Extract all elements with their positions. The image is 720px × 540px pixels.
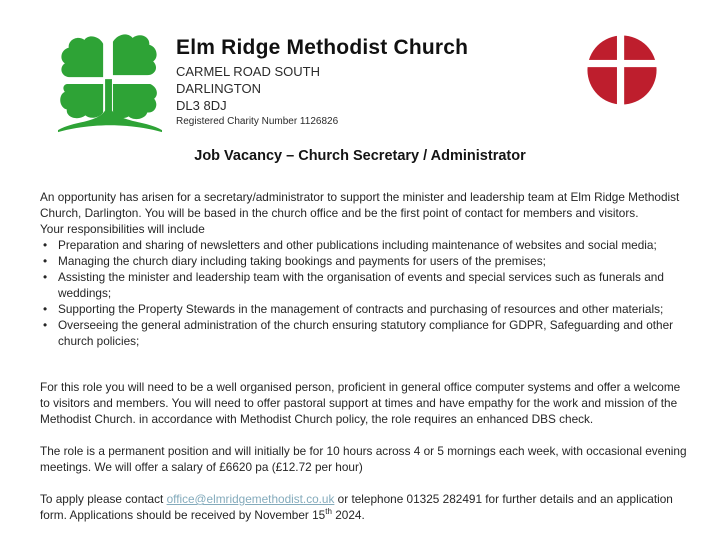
list-item: • Managing the church diary including taking bookings and payments for users of the premises; bbox=[40, 253, 692, 269]
ordinal-suffix: th bbox=[325, 507, 332, 517]
apply-text-after-ordinal: 2024. bbox=[331, 508, 365, 522]
apply-text-after-link: or telephone 01325 282491 for further details and an application form. Applications should be received by November 15 bbox=[40, 492, 673, 522]
intro-paragraph: An opportunity has arisen for a secretary/administrator to support the minister and leadership team at Elm Ridge Methodist Church, Darlington. You will be based in the church office and be the first point of contact for members and visitors. bbox=[40, 190, 680, 220]
address-line-town: DARLINGTON bbox=[176, 81, 261, 96]
church-info-block bbox=[176, 30, 586, 127]
address-line-street: CARMEL ROAD SOUTH bbox=[176, 64, 320, 79]
terms-paragraph: The role is a permanent position and will initially be for 10 hours across 4 or 5 mornings each week, with occasional evening meetings. We will offer a salary of £6620 pa (£12.72 per hour) bbox=[40, 444, 687, 474]
letterhead bbox=[0, 0, 720, 136]
list-item: • Supporting the Property Stewards in the management of contracts and purchasing of resources and other materials; bbox=[40, 301, 692, 317]
list-item: • Preparation and sharing of newsletters and other publications including maintenance of websites and social media; bbox=[40, 237, 692, 253]
person-spec-paragraph: For this role you will need to be a well organised person, proficient in general office computer systems and offer a welcome to visitors and members. You will need to offer pastoral support at times and have empathy for the work and mission of the Methodist Church. in accordance with Methodist Church policy, the role requires an enhanced DBS check. bbox=[40, 380, 681, 426]
list-item: • Overseeing the general administration of the church ensuring statutory compliance for GDPR, Safeguarding and other church policies; bbox=[40, 317, 692, 349]
elm-tree-logo bbox=[56, 30, 164, 136]
charity-number: Registered Charity Number 1126826 bbox=[176, 116, 339, 127]
apply-text-before-link: To apply please contact bbox=[40, 492, 167, 506]
document-body bbox=[0, 164, 720, 523]
apply-paragraph bbox=[40, 491, 692, 523]
address-line-postcode: DL3 8DJ bbox=[176, 98, 227, 113]
responsibilities-lead: Your responsibilities will include bbox=[40, 222, 205, 236]
list-item: • Assisting the minister and leadership team with the organisation of events and special services such as funerals and weddings; bbox=[40, 269, 692, 301]
email-link[interactable]: office@elmridgemethodist.co.uk bbox=[166, 492, 335, 506]
church-name: Elm Ridge Methodist Church bbox=[176, 36, 469, 59]
methodist-cross-orb-logo bbox=[586, 34, 658, 106]
responsibilities-list bbox=[40, 237, 692, 349]
page-title: Job Vacancy – Church Secretary / Administrator bbox=[194, 148, 526, 164]
